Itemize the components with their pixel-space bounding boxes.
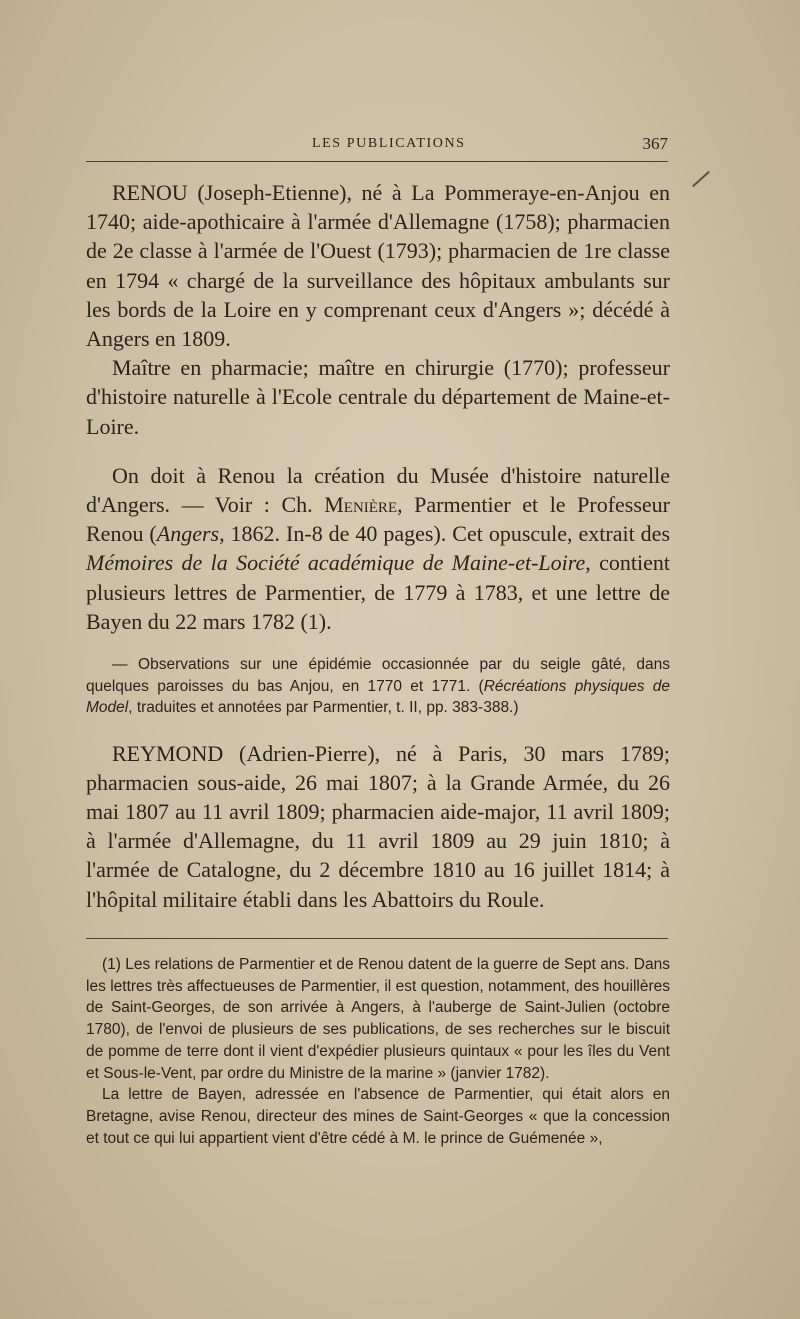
text-run: , 1862. In-8 de 40 pages). Cet opuscule, extrait des — [219, 521, 671, 547]
margin-mark — [692, 171, 710, 187]
footnote-rule — [86, 938, 668, 939]
footnotes — [86, 954, 670, 1149]
renou-observations — [86, 654, 670, 719]
text-run: , traduites et annotées par Parmentier, t. II, pp. 383-388.) — [128, 699, 519, 717]
reymond-paragraph: REYMOND (Adrien-Pierre), né à Paris, 30 mars 1789; pharmacien sous-aide, 26 mai 1807; à la Grande Armée, du 26 mai 1807 au 11 avril 1809; pharmacien aide-major, 11 avril 1809; à l'armée d'Allemagne, du 11 avril 1809 au 29 juin 1810; à l'armée de Catalogne, du 2 décembre 1810 au 16 juillet 1814; à l'hôpital militaire établi dans les Abattoirs du Roule. — [86, 740, 670, 912]
text-run: , Parmentier et le Professeur Renou ( — [86, 492, 671, 547]
main-text — [86, 178, 670, 914]
text-run: , contient plusieurs lettres de Parmentier, de 1779 à 1783, et une lettre de Bayen du 22 mars 1782 (1). — [86, 550, 670, 634]
place-title: Angers — [156, 521, 220, 547]
page-number: 367 — [642, 134, 668, 153]
author-name: Menière — [324, 492, 398, 518]
text-run: On doit à Renou la création du Musée d'histoire naturelle d'Angers. — Voir : Ch. — [86, 462, 670, 518]
footnote-1: (1) Les relations de Parmentier et de Renou datent de la guerre de Sept ans. Dans les lettres très affectueuses de Parmentier, il est question, notamment, des houillères de Saint-Georges, de son arrivée à Angers, à l'auberge de Saint-Julien (octobre 1780), de l'envoi de plusieurs de ses publications, de ses recherches sur le biscuit de pomme de terre dont il vient d'expédier plusieurs quintaux « pour les îles du Vent et Sous-le-Vent, par ordre du Ministre de la marine » (janvier 1782). — [86, 956, 670, 1082]
renou-paragraph-3 — [86, 461, 670, 636]
header-rule — [86, 161, 668, 162]
renou-paragraph-1: RENOU (Joseph-Etienne), né à La Pommeraye-en-Anjou en 1740; aide-apothicaire à l'armée d'Allemagne (1758); pharmacien de 2e classe à l'armée de l'Ouest (1793); pharmacien de 1re classe en 1794 « chargé de la surveillance des hôpitaux ambulants sur les bords de la Loire en y comprenant ceux d'Angers »; décédé à Angers en 1809. — [86, 180, 670, 352]
page-header — [86, 134, 668, 158]
footnote-1-continued: La lettre de Bayen, adressée en l'absence de Parmentier, qui était alors en Bretagne, avise Renou, directeur des mines de Saint-Georges « que la concession et tout ce qui lui appartient vient d'être cédé à M. le prince de Guémenée », — [86, 1086, 670, 1147]
running-head: LES PUBLICATIONS — [312, 136, 466, 151]
work-title: Récréations physiques de Model — [86, 677, 671, 717]
text-run: — Observations sur une épidémie occasionnée par du seigle gâté, dans quelques paroisses du bas Anjou, en 1770 et 1771. ( — [86, 656, 670, 695]
renou-paragraph-2: Maître en pharmacie; maître en chirurgie (1770); professeur d'histoire naturelle à l'Ecole centrale du département de Maine-et-Loire. — [86, 355, 670, 439]
journal-title: Mémoires de la Société académique de Maine-et-Loire — [86, 550, 586, 576]
